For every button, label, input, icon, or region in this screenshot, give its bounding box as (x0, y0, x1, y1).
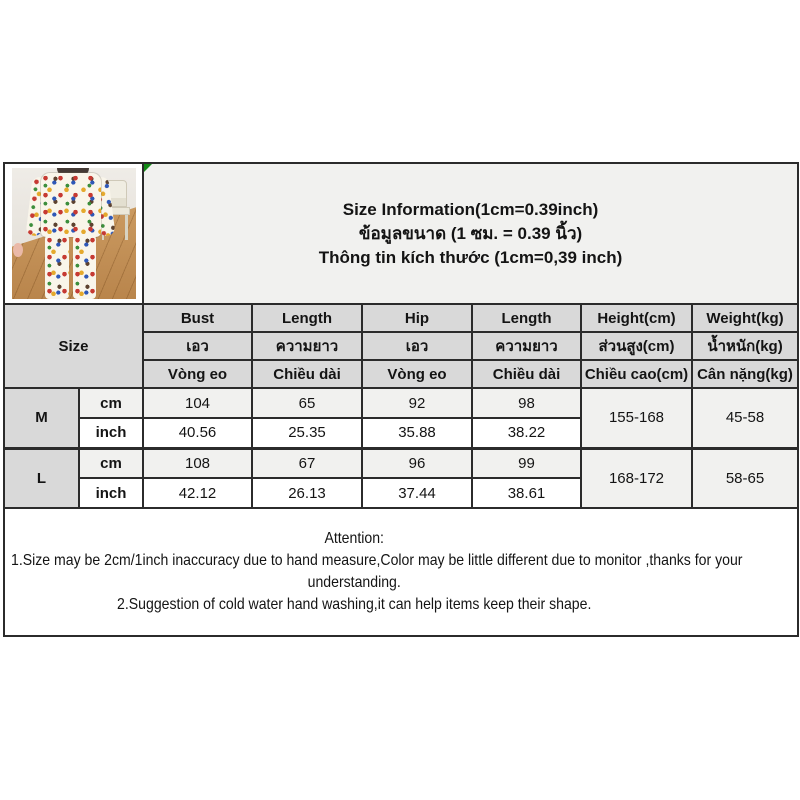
l-height-range: 168-172 (581, 448, 692, 508)
unit-cm-l: cm (79, 448, 143, 478)
size-info-title-cell (143, 163, 798, 304)
m-hip-cm: 92 (362, 388, 472, 418)
col-header-bust-th: เอว (143, 332, 252, 360)
photo-scene (12, 168, 136, 299)
m-bust-cm: 104 (143, 388, 252, 418)
pajama-right-leg (73, 235, 97, 299)
col-header-weight-en: Weight(kg) (692, 304, 798, 332)
cell-comment-marker-icon (144, 164, 152, 172)
col-header-hip-en: Hip (362, 304, 472, 332)
col-header-height-th: ส่วนสูง(cm) (581, 332, 692, 360)
m-weight-range: 45-58 (692, 388, 798, 448)
m-length1-inch: 25.35 (252, 418, 362, 448)
l-length1-inch: 26.13 (252, 478, 362, 508)
col-header-height-vi: Chiều cao(cm) (581, 360, 692, 388)
l-length2-cm: 99 (472, 448, 581, 478)
attention-note-1-cont: understanding. (307, 574, 401, 591)
col-header-length2-en: Length (472, 304, 581, 332)
size-chart-table (3, 162, 799, 637)
m-length1-cm: 65 (252, 388, 362, 418)
col-header-length2-th: ความยาว (472, 332, 581, 360)
m-height-range: 155-168 (581, 388, 692, 448)
attention-notes (4, 508, 798, 636)
l-bust-inch: 42.12 (143, 478, 252, 508)
header-row-english (4, 304, 798, 332)
col-header-weight-vi: Cân nặng(kg) (692, 360, 798, 388)
col-header-height-en: Height(cm) (581, 304, 692, 332)
title-row (4, 163, 798, 304)
col-header-length1-en: Length (252, 304, 362, 332)
title-vietnamese: Thông tin kích thước (1cm=0,39 inch) (318, 247, 623, 267)
pajama-left-leg (45, 235, 69, 299)
m-length2-inch: 38.22 (472, 418, 581, 448)
l-length2-inch: 38.61 (472, 478, 581, 508)
col-header-bust-en: Bust (143, 304, 252, 332)
row-m-cm (4, 388, 798, 418)
l-length1-cm: 67 (252, 448, 362, 478)
m-hip-inch: 35.88 (362, 418, 472, 448)
m-length2-cm: 98 (472, 388, 581, 418)
m-bust-inch: 40.56 (143, 418, 252, 448)
l-bust-cm: 108 (143, 448, 252, 478)
row-l-cm (4, 448, 798, 478)
attention-heading: Attention: (324, 530, 384, 547)
col-header-length2-vi: Chiều dài (472, 360, 581, 388)
size-l-label: L (4, 448, 79, 508)
size-header-label: Size (4, 304, 143, 388)
col-header-hip-vi: Vòng eo (362, 360, 472, 388)
l-hip-inch: 37.44 (362, 478, 472, 508)
unit-inch-m: inch (79, 418, 143, 448)
unit-cm-m: cm (79, 388, 143, 418)
title-thai: ข้อมูลขนาด (1 ซม. = 0.39 นิ้ว) (358, 223, 583, 243)
unit-inch-l: inch (79, 478, 143, 508)
col-header-length1-th: ความยาว (252, 332, 362, 360)
col-header-length1-vi: Chiều dài (252, 360, 362, 388)
l-hip-cm: 96 (362, 448, 472, 478)
product-photo (4, 163, 143, 304)
title-english: Size Information(1cm=0.39inch) (342, 199, 599, 219)
attention-note-1: 1.Size may be 2cm/1inch inaccuracy due to hand measure,Color may be little different due to monitor ,thanks for your (11, 552, 743, 569)
col-header-bust-vi: Vòng eo (143, 360, 252, 388)
size-m-label: M (4, 388, 79, 448)
pajama-shirt (41, 173, 102, 237)
attention-row (4, 508, 798, 636)
attention-note-2: 2.Suggestion of cold water hand washing,it can help items keep their shape. (117, 596, 592, 613)
col-header-hip-th: เอว (362, 332, 472, 360)
col-header-weight-th: น้ำหนัก(kg) (692, 332, 798, 360)
l-weight-range: 58-65 (692, 448, 798, 508)
